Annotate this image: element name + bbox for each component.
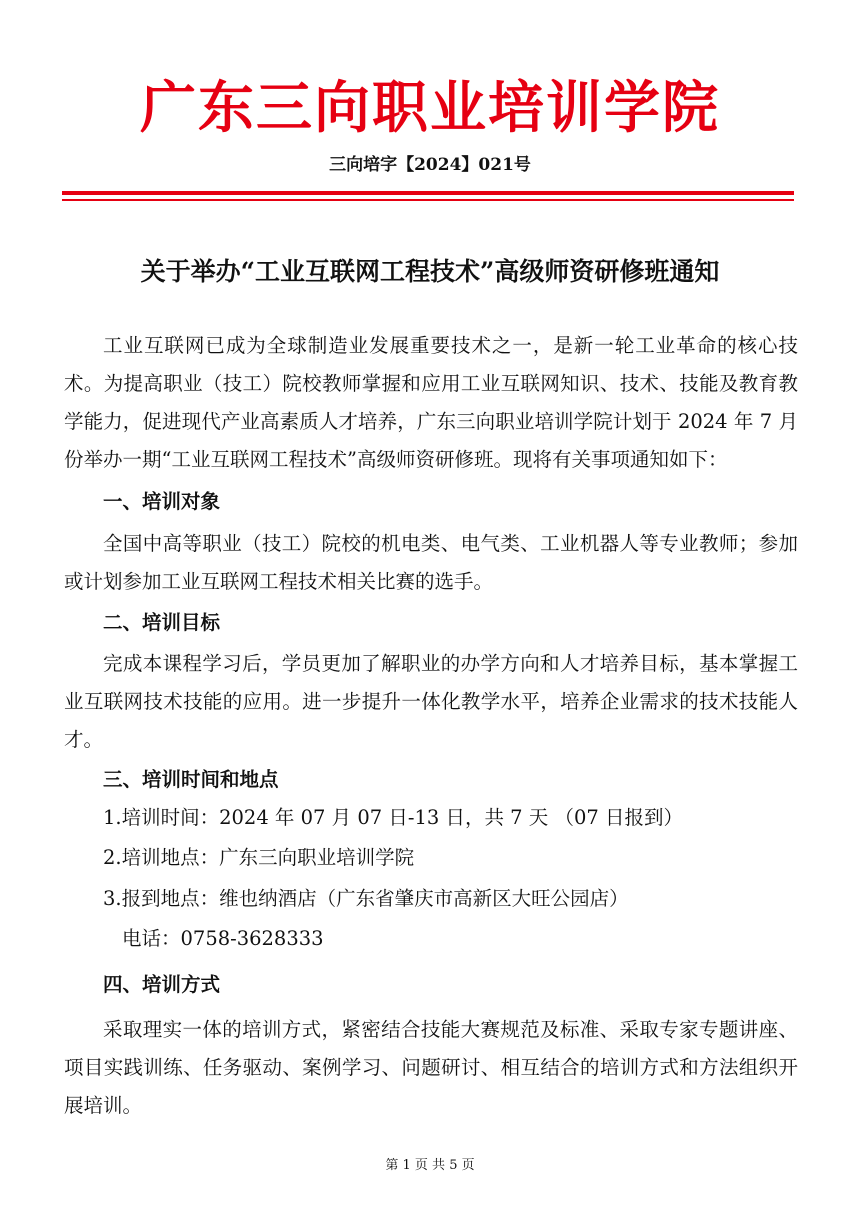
organization-title: 广东三向职业培训学院 [140,75,720,141]
section-text-method: 采取理实一体的培训方式，紧密结合技能大赛规范及标准、采取专家专题讲座、项目实践训练、任务驱动、案例学习、问题研讨、相互结合的培训方式和方法组织开展培训。 [64,1018,798,1117]
section-heading-goal: 二、培训目标 [103,611,221,634]
intro-paragraph: 工业互联网已成为全球制造业发展重要技术之一，是新一轮工业革命的核心技术。为提高职业（技工）院校教师掌握和应用工业互联网知识、技术、技能及教育教学能力，促进现代产业高素质人才培养，广东三向职业培训学院计划于 2024 年 7 月份举办一期“工业互联网工程技术”高级师资研修班。现将有关事项通知如下： [64,334,798,471]
training-place-line: 2.培训地点：广东三向职业培训学院 [103,846,415,869]
red-divider-thick [62,191,794,195]
red-divider-thin [62,199,794,201]
document-number: 三向培字【2024】021号 [329,155,531,175]
section-heading-method: 四、培训方式 [103,973,221,996]
training-time-line: 1.培训时间：2024 年 07 月 07 日-13 日，共 7 天 （07 日报到） [103,806,683,829]
section-text-goal: 完成本课程学习后，学员更加了解职业的办学方向和人才培养目标，基本掌握工业互联网技术技能的应用。进一步提升一体化教学水平，培养企业需求的技术技能人才。 [64,652,798,751]
section-heading-target: 一、培训对象 [103,490,221,513]
phone-line: 电话：0758-3628333 [122,927,324,950]
checkin-place-line: 3.报到地点：维也纳酒店（广东省肇庆市高新区大旺公园店） [103,887,629,910]
page-footer: 第 1 页 共 5 页 [385,1158,475,1173]
notice-title: 关于举办“工业互联网工程技术”高级师资研修班通知 [140,257,720,286]
section-heading-time-place: 三、培训时间和地点 [103,768,279,791]
section-text-target: 全国中高等职业（技工）院校的机电类、电气类、工业机器人等专业教师；参加或计划参加工业互联网工程技术相关比赛的选手。 [64,532,798,593]
